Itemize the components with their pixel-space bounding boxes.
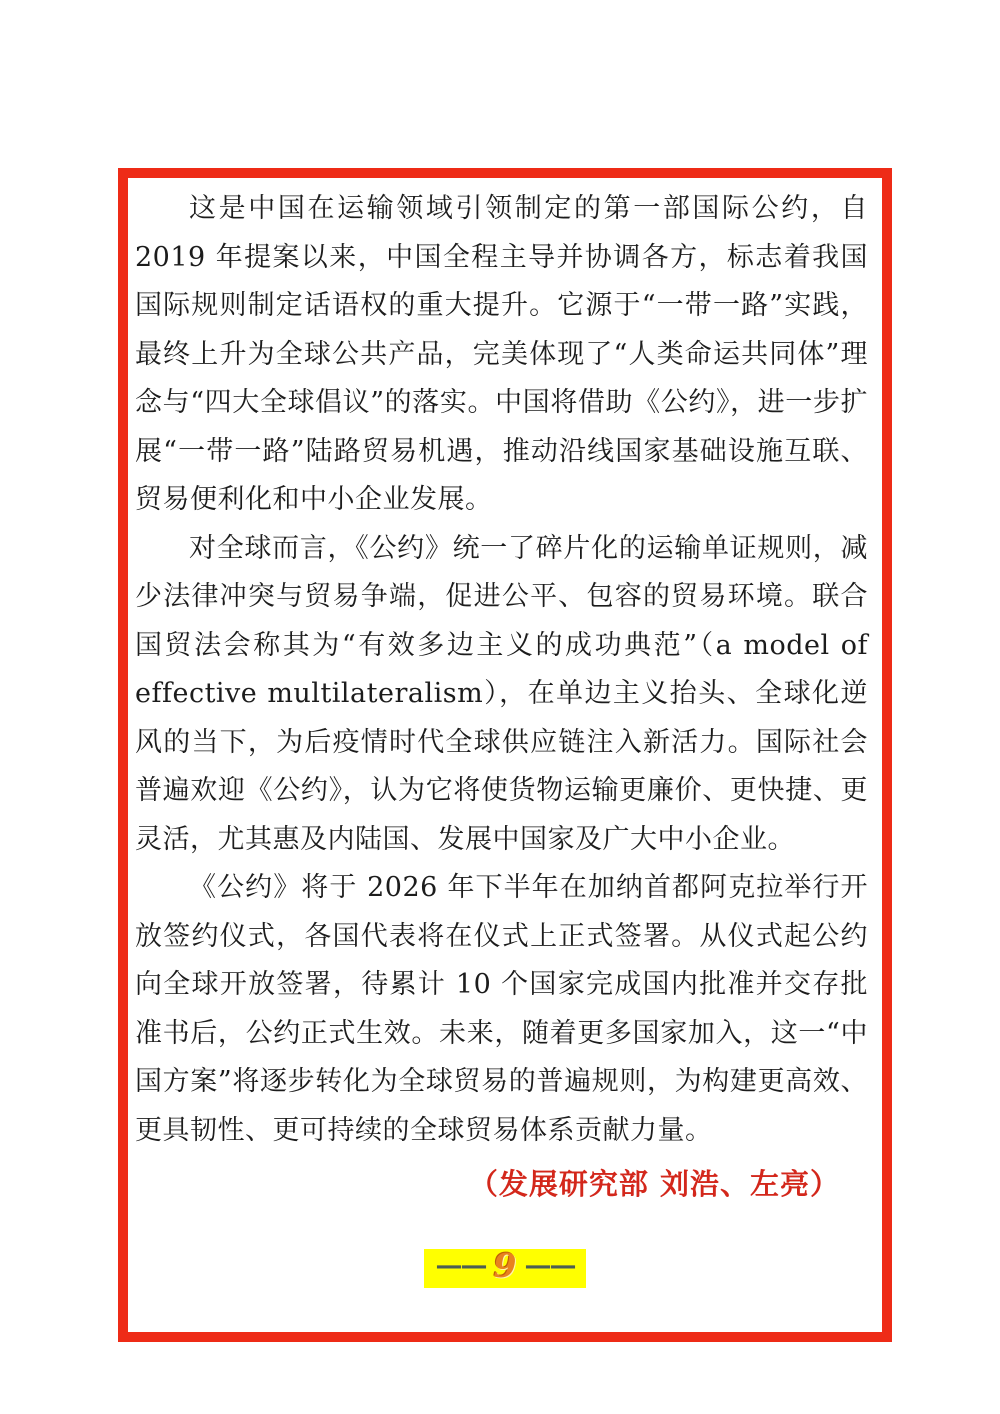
page-footer: [128, 1246, 882, 1288]
red-border-frame: [118, 168, 892, 1342]
body-text: [135, 185, 868, 1155]
body-paragraph-2: 对全球而言，《公约》统一了碎片化的运输单证规则，减少法律冲突与贸易争端，促进公平、包容的贸易环境。联合国贸法会称其为“有效多边主义的成功典范”（a model of effective multilateralism），在单边主义抬头、全球化逆风的当下，为后疫情时代全球供应链注入新活力。国际社会普遍欢迎《公约》，认为它将使货物运输更廉价、更快捷、更灵活，尤其惠及内陆国、发展中国家及广大中小企业。: [135, 532, 868, 855]
page-number: 9: [493, 1246, 517, 1285]
body-paragraph-3: 《公约》将于 2026 年下半年在加纳首都阿克拉举行开放签约仪式，各国代表将在仪式上正式签署。从仪式起公约向全球开放签署，待累计 10 个国家完成国内批准并交存批准书后，公约正式生效。未来，随着更多国家加入，这一“中国方案”将逐步转化为全球贸易的普遍规则，为构建更高效、更具韧性、更可持续的全球贸易体系贡献力量。: [135, 872, 868, 1146]
body-paragraph-1: 这是中国在运输领域引领制定的第一部国际公约，自 2019 年提案以来，中国全程主导并协调各方，标志着我国国际规则制定话语权的重大提升。它源于“一带一路”实践，最终上升为全球公共产品，完美体现了“人类命运共同体”理念与“四大全球倡议”的落实。中国将借助《公约》，进一步扩展“一带一路”陆路贸易机遇，推动沿线国家基础设施互联、贸易便利化和中小企业发展。: [135, 193, 868, 515]
page-content: [128, 178, 882, 1332]
page-number-highlight: [424, 1246, 587, 1288]
page-number-dash-right: ——: [524, 1250, 575, 1281]
page-number-dash-left: ——: [435, 1250, 486, 1281]
author-signature: （发展研究部 刘浩、左亮）: [468, 1167, 840, 1201]
